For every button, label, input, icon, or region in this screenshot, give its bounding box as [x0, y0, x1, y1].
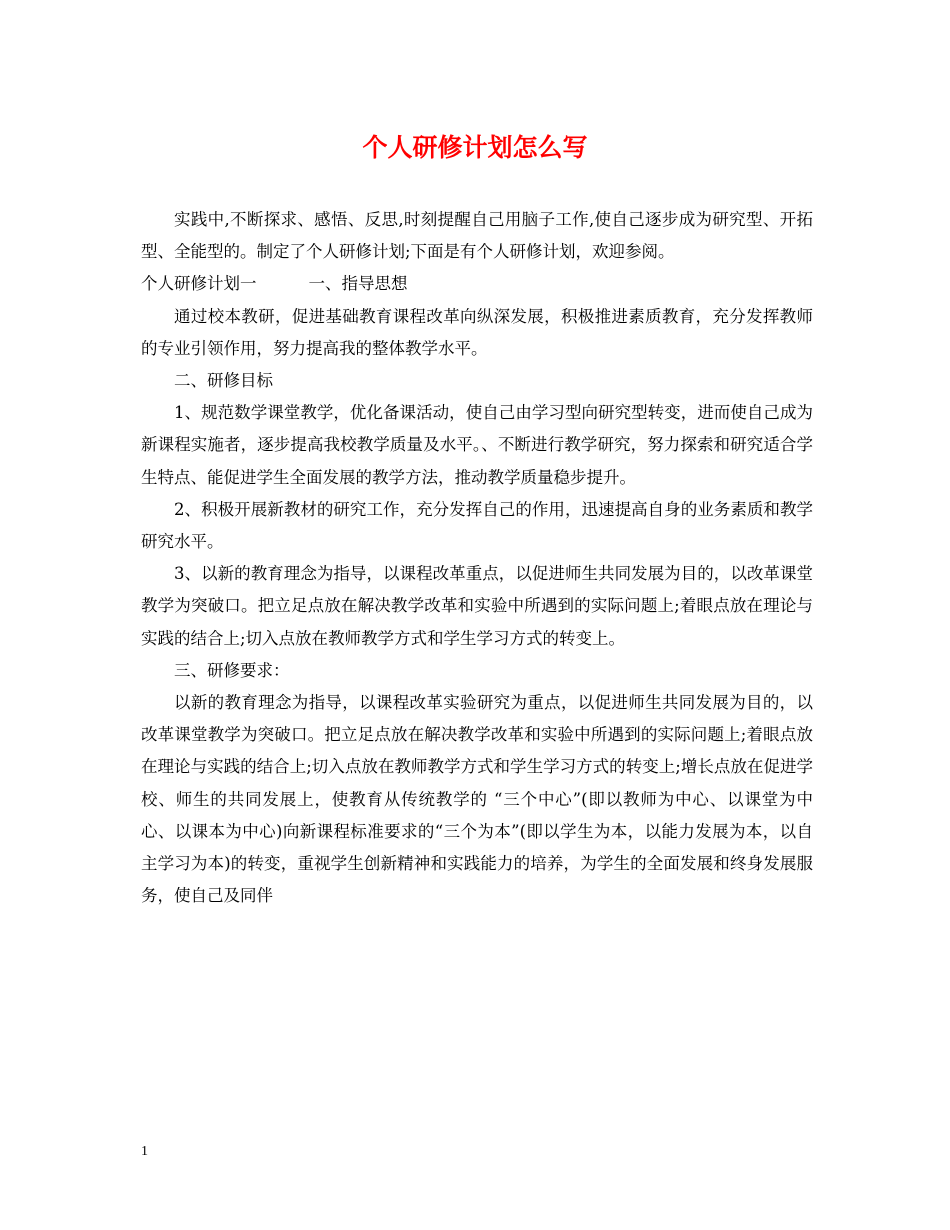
- goal-1-paragraph: 1、规范数学课堂教学，优化备课活动，使自己由学习型向研究型转变，进而使自己成为新课程实施者，逐步提高我校教学质量及水平。、不断进行教学研究，努力探索和研究适合学生特点、能促进学生全面发展的教学方法，推动教学质量稳步提升。: [141, 403, 813, 487]
- section-3-paragraph: 以新的教育理念为指导，以课程改革实验研究为重点，以促进师生共同发展为目的，以改革课堂教学为突破口。把立足点放在解决教学改革和实验中所遇到的实际问题上;着眼点放在理论与实践的结合上;切入点放在教师教学方式和学生学习方式的转变上;增长点放在促进学校、师生的共同发展上，使教育从传统教学的 “三个中心”(即以教师为中心、以课堂为中心、以课本为中心)向新课程标准要求的“三个为本”(即以学生为本，以能力发展为本，以自主学习为本)的转变，重视学生创新精神和实践能力的培养，为学生的全面发展和终身发展服务，使自己及同伴: [141, 693, 813, 906]
- intro-paragraph: 实践中,不断探求、感悟、反思,时刻提醒自己用脑子工作,使自己逐步成为研究型、开拓型、全能型的。制定了个人研修计划;下面是有个人研修计划，欢迎参阅。: [141, 210, 813, 262]
- document-body: [141, 204, 813, 912]
- section-2-heading: 二、研修目标: [174, 371, 273, 391]
- section-1-heading: 一、指导思想: [308, 274, 408, 294]
- goal-3-paragraph: 3、以新的教育理念为指导，以课程改革重点，以促进师生共同发展为目的，以改革课堂教学为突破口。把立足点放在解决教学改革和实验中所遇到的实际问题上;着眼点放在理论与实践的结合上;切入点放在教师教学方式和学生学习方式的转变上。: [141, 564, 813, 648]
- section-3-heading: 三、研修要求：: [174, 660, 290, 680]
- plan-heading-line: [141, 268, 813, 300]
- page-number: 1: [141, 1144, 148, 1159]
- section-1-paragraph: 通过校本教研，促进基础教育课程改革向纵深发展，积极推进素质教育，充分发挥教师的专业引领作用，努力提高我的整体教学水平。: [141, 306, 813, 358]
- goal-2-paragraph: 2、积极开展新教材的研究工作，充分发挥自己的作用，迅速提高自身的业务素质和教学研究水平。: [141, 499, 813, 552]
- document-title: 个人研修计划怎么写: [362, 133, 588, 162]
- plan-label: 个人研修计划一: [141, 274, 257, 294]
